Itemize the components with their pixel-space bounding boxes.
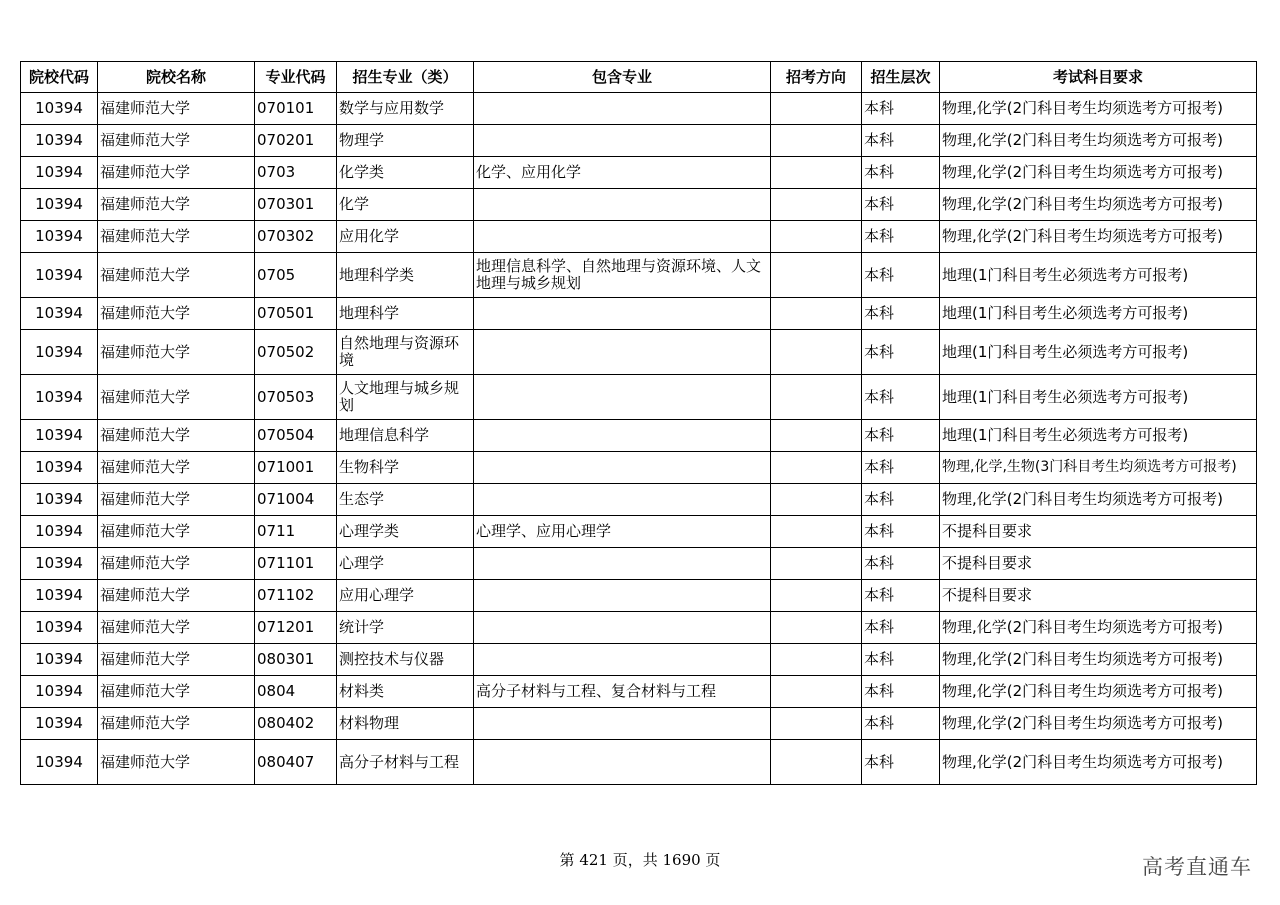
cell-major-code: 070501 [255,298,337,330]
cell-major-code: 071004 [255,484,337,516]
table-row [21,516,1257,548]
cell-major: 统计学 [337,612,474,644]
cell-included-majors [474,420,771,452]
cell-school-name: 福建师范大学 [98,516,255,548]
cell-subject-requirement: 物理,化学(2门科目考生均须选考方可报考) [940,157,1257,189]
cell-major-code: 0705 [255,253,337,298]
table-row [21,740,1257,785]
cell-school-code: 10394 [21,612,98,644]
cell-subject-requirement: 物理,化学(2门科目考生均须选考方可报考) [940,740,1257,785]
cell-major: 物理学 [337,125,474,157]
cell-major: 数学与应用数学 [337,93,474,125]
cell-direction [771,253,862,298]
cell-included-majors [474,484,771,516]
cell-direction [771,189,862,221]
cell-school-code: 10394 [21,93,98,125]
cell-major: 化学 [337,189,474,221]
cell-major: 地理科学类 [337,253,474,298]
cell-subject-requirement: 地理(1门科目考生必须选考方可报考) [940,253,1257,298]
cell-school-name: 福建师范大学 [98,330,255,375]
cell-included-majors [474,580,771,612]
cell-major-code: 071102 [255,580,337,612]
cell-level: 本科 [862,330,940,375]
header-school-name: 院校名称 [98,62,255,93]
cell-level: 本科 [862,157,940,189]
cell-school-name: 福建师范大学 [98,644,255,676]
cell-level: 本科 [862,93,940,125]
table-row [21,644,1257,676]
cell-direction [771,516,862,548]
table-row [21,612,1257,644]
cell-school-name: 福建师范大学 [98,298,255,330]
cell-included-majors: 地理信息科学、自然地理与资源环境、人文地理与城乡规划 [474,253,771,298]
cell-school-code: 10394 [21,125,98,157]
cell-major-code: 070302 [255,221,337,253]
cell-school-code: 10394 [21,253,98,298]
cell-major: 地理信息科学 [337,420,474,452]
cell-level: 本科 [862,740,940,785]
cell-direction [771,644,862,676]
cell-school-code: 10394 [21,298,98,330]
table-row [21,484,1257,516]
cell-direction [771,298,862,330]
cell-subject-requirement: 物理,化学(2门科目考生均须选考方可报考) [940,708,1257,740]
table-row [21,93,1257,125]
cell-level: 本科 [862,253,940,298]
cell-level: 本科 [862,548,940,580]
cell-included-majors [474,452,771,484]
cell-subject-requirement: 物理,化学(2门科目考生均须选考方可报考) [940,484,1257,516]
cell-subject-requirement: 物理,化学,生物(3门科目考生均须选考方可报考) [940,452,1257,484]
cell-direction [771,157,862,189]
page-number: 第 421 页，共 1690 页 [559,851,721,869]
cell-direction [771,221,862,253]
cell-included-majors [474,330,771,375]
cell-direction [771,375,862,420]
cell-direction [771,740,862,785]
cell-major-code: 070201 [255,125,337,157]
cell-major-code: 070101 [255,93,337,125]
cell-major: 生物科学 [337,452,474,484]
cell-level: 本科 [862,516,940,548]
cell-included-majors [474,93,771,125]
cell-direction [771,676,862,708]
cell-direction [771,330,862,375]
cell-major: 人文地理与城乡规划 [337,375,474,420]
header-level: 招生层次 [862,62,940,93]
cell-school-name: 福建师范大学 [98,253,255,298]
cell-direction [771,125,862,157]
cell-included-majors [474,708,771,740]
cell-major: 测控技术与仪器 [337,644,474,676]
cell-major: 材料物理 [337,708,474,740]
cell-subject-requirement: 物理,化学(2门科目考生均须选考方可报考) [940,676,1257,708]
cell-school-code: 10394 [21,644,98,676]
cell-major-code: 080402 [255,708,337,740]
cell-subject-requirement: 物理,化学(2门科目考生均须选考方可报考) [940,93,1257,125]
cell-included-majors [474,221,771,253]
cell-school-code: 10394 [21,740,98,785]
header-included-majors: 包含专业 [474,62,771,93]
cell-subject-requirement: 物理,化学(2门科目考生均须选考方可报考) [940,189,1257,221]
cell-subject-requirement: 物理,化学(2门科目考生均须选考方可报考) [940,612,1257,644]
cell-level: 本科 [862,125,940,157]
table-row [21,452,1257,484]
cell-school-name: 福建师范大学 [98,484,255,516]
cell-major: 化学类 [337,157,474,189]
cell-school-name: 福建师范大学 [98,420,255,452]
header-school-code: 院校代码 [21,62,98,93]
cell-included-majors [474,125,771,157]
cell-included-majors: 高分子材料与工程、复合材料与工程 [474,676,771,708]
cell-school-name: 福建师范大学 [98,93,255,125]
cell-subject-requirement: 物理,化学(2门科目考生均须选考方可报考) [940,125,1257,157]
cell-school-code: 10394 [21,330,98,375]
cell-level: 本科 [862,644,940,676]
header-row [21,62,1257,93]
table-row [21,375,1257,420]
cell-major-code: 070502 [255,330,337,375]
table-row [21,253,1257,298]
cell-included-majors: 化学、应用化学 [474,157,771,189]
table-row [21,420,1257,452]
cell-school-name: 福建师范大学 [98,452,255,484]
cell-school-code: 10394 [21,452,98,484]
cell-major: 应用化学 [337,221,474,253]
cell-school-name: 福建师范大学 [98,548,255,580]
table-row [21,330,1257,375]
cell-school-name: 福建师范大学 [98,375,255,420]
cell-subject-requirement: 地理(1门科目考生必须选考方可报考) [940,298,1257,330]
cell-subject-requirement: 不提科目要求 [940,548,1257,580]
cell-subject-requirement: 地理(1门科目考生必须选考方可报考) [940,375,1257,420]
table-row [21,298,1257,330]
cell-school-name: 福建师范大学 [98,125,255,157]
cell-school-code: 10394 [21,548,98,580]
cell-included-majors [474,644,771,676]
cell-school-name: 福建师范大学 [98,189,255,221]
cell-school-name: 福建师范大学 [98,157,255,189]
cell-school-name: 福建师范大学 [98,740,255,785]
table-row [21,157,1257,189]
table-row [21,548,1257,580]
cell-school-name: 福建师范大学 [98,708,255,740]
header-major-code: 专业代码 [255,62,337,93]
cell-school-name: 福建师范大学 [98,221,255,253]
cell-included-majors [474,740,771,785]
cell-direction [771,708,862,740]
cell-school-code: 10394 [21,676,98,708]
cell-level: 本科 [862,189,940,221]
cell-level: 本科 [862,420,940,452]
cell-level: 本科 [862,452,940,484]
table-row [21,125,1257,157]
header-major: 招生专业（类） [337,62,474,93]
cell-direction [771,452,862,484]
cell-level: 本科 [862,221,940,253]
cell-major-code: 071001 [255,452,337,484]
cell-subject-requirement: 不提科目要求 [940,516,1257,548]
cell-school-code: 10394 [21,189,98,221]
cell-major-code: 070504 [255,420,337,452]
cell-direction [771,93,862,125]
cell-major-code: 070301 [255,189,337,221]
cell-included-majors [474,548,771,580]
cell-major-code: 080301 [255,644,337,676]
cell-school-code: 10394 [21,420,98,452]
cell-level: 本科 [862,484,940,516]
table-row [21,676,1257,708]
cell-subject-requirement: 不提科目要求 [940,580,1257,612]
cell-level: 本科 [862,298,940,330]
cell-included-majors: 心理学、应用心理学 [474,516,771,548]
admission-table [20,61,1257,785]
cell-major: 生态学 [337,484,474,516]
watermark: 高考直通车 [1142,855,1252,879]
cell-school-code: 10394 [21,580,98,612]
cell-direction [771,484,862,516]
cell-major-code: 070503 [255,375,337,420]
cell-school-code: 10394 [21,708,98,740]
cell-level: 本科 [862,708,940,740]
cell-school-code: 10394 [21,516,98,548]
table-row [21,580,1257,612]
cell-school-name: 福建师范大学 [98,676,255,708]
table-row [21,221,1257,253]
cell-included-majors [474,298,771,330]
cell-subject-requirement: 地理(1门科目考生必须选考方可报考) [940,420,1257,452]
cell-major: 心理学类 [337,516,474,548]
cell-school-name: 福建师范大学 [98,580,255,612]
cell-major: 应用心理学 [337,580,474,612]
cell-major-code: 0711 [255,516,337,548]
cell-major: 高分子材料与工程 [337,740,474,785]
cell-level: 本科 [862,580,940,612]
cell-school-code: 10394 [21,484,98,516]
cell-school-code: 10394 [21,157,98,189]
table-row [21,708,1257,740]
cell-major: 材料类 [337,676,474,708]
cell-included-majors [474,189,771,221]
cell-included-majors [474,375,771,420]
cell-major: 心理学 [337,548,474,580]
cell-level: 本科 [862,375,940,420]
cell-direction [771,580,862,612]
cell-level: 本科 [862,612,940,644]
cell-major-code: 0804 [255,676,337,708]
cell-major-code: 080407 [255,740,337,785]
cell-major-code: 071201 [255,612,337,644]
cell-level: 本科 [862,676,940,708]
cell-major: 地理科学 [337,298,474,330]
cell-major-code: 0703 [255,157,337,189]
header-subject-requirement: 考试科目要求 [940,62,1257,93]
cell-major-code: 071101 [255,548,337,580]
cell-included-majors [474,612,771,644]
table-row [21,189,1257,221]
cell-direction [771,612,862,644]
cell-school-name: 福建师范大学 [98,612,255,644]
cell-major: 自然地理与资源环境 [337,330,474,375]
cell-school-code: 10394 [21,221,98,253]
cell-direction [771,548,862,580]
cell-subject-requirement: 地理(1门科目考生必须选考方可报考) [940,330,1257,375]
cell-subject-requirement: 物理,化学(2门科目考生均须选考方可报考) [940,644,1257,676]
cell-school-code: 10394 [21,375,98,420]
cell-direction [771,420,862,452]
cell-subject-requirement: 物理,化学(2门科目考生均须选考方可报考) [940,221,1257,253]
header-direction: 招考方向 [771,62,862,93]
